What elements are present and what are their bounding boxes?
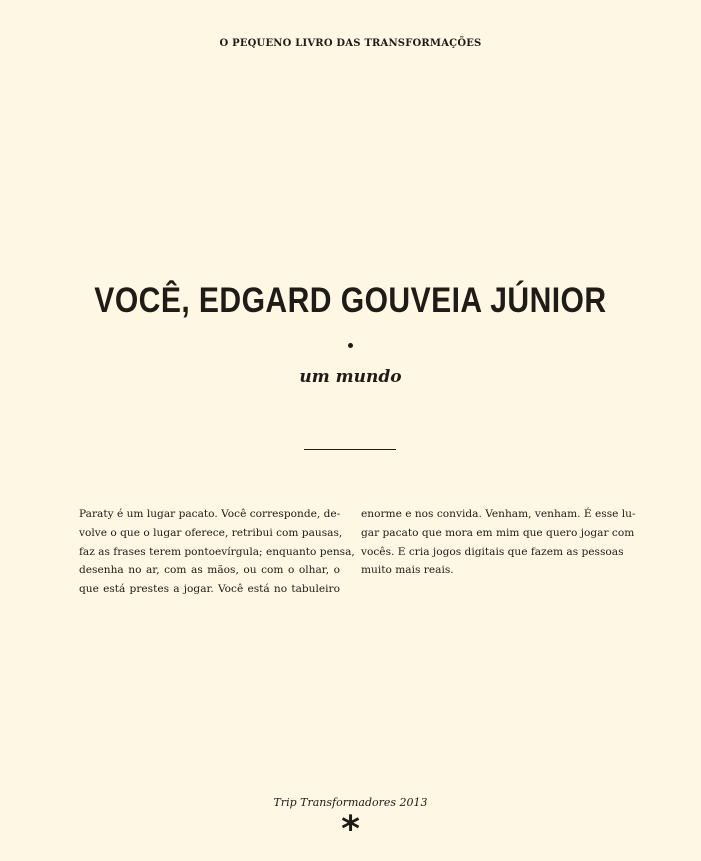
body-column-right — [361, 505, 636, 580]
running-header: O PEQUENO LIVRO DAS TRANSFORMAÇÕES — [219, 38, 482, 49]
body-line: vocês. E cria jogos digitais que fazem as pessoas — [361, 545, 624, 558]
body-line: desenha no ar, com as mãos, ou com o olhar, o — [79, 564, 340, 577]
divider-rule — [304, 449, 396, 450]
footer-credit: Trip Transformadores 2013 — [273, 796, 428, 809]
asterisk-icon: * — [341, 809, 360, 850]
body-line: faz as frases terem pontoevírgula; enquanto pensa, — [79, 545, 355, 558]
body-line: muito mais reais. — [361, 564, 454, 577]
body-line: enorme e nos convida. Venham, venham. É esse lu- — [361, 508, 636, 520]
bullet-ornament — [348, 343, 353, 348]
body-line: que está prestes a jogar. Você está no tabuleiro — [79, 583, 340, 596]
body-line: Paraty é um lugar pacato. Você corresponde, de- — [79, 508, 341, 520]
body-line: gar pacato que mora em mim que quero jogar com — [361, 526, 635, 539]
page-subtitle: um mundo — [299, 367, 402, 387]
body-column-left — [79, 505, 355, 599]
body-line: volve o que o lugar oferece, retribui com pausas, — [79, 526, 343, 539]
page-title: VOCÊ, EDGARD GOUVEIA JÚNIOR — [94, 281, 607, 320]
